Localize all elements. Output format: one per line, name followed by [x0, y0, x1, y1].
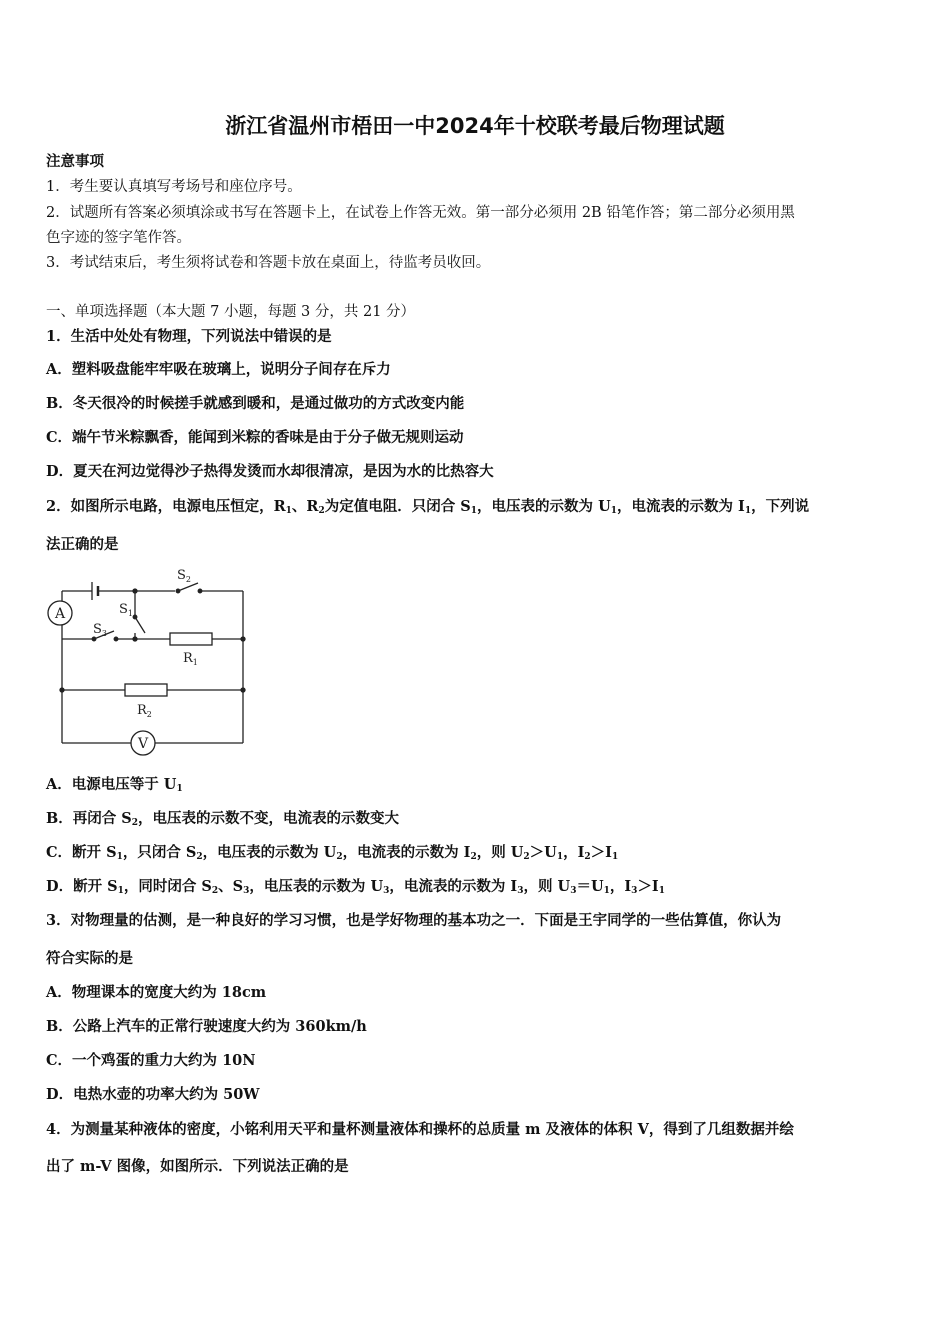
question-1-stem: 1．生活中处处有物理，下列说法中错误的是: [46, 328, 332, 345]
switch-s2-label: $S_2$: [177, 568, 191, 584]
page-title: 浙江省温州市梧田一中2024年十校联考最后物理试题: [225, 114, 725, 138]
switch-s1-blade: [135, 617, 145, 633]
question-4-stem: 4．为测量某种液体的密度，小铭利用天平和量杯测量液体和操杯的总质量 m 及液体的体积 V，得到了几组数据并绘: [46, 1121, 794, 1138]
question-2-option-b: B．再闭合 $S_2$，电压表的示数不变，电流表的示数变大: [46, 810, 400, 828]
notice-item: 色字迹的签字笔作答。: [46, 230, 191, 246]
question-3-stem: 3．对物理量的估测，是一种良好的学习习惯，也是学好物理的基本功之一．下面是王宇同学的一些估算值，你认为: [46, 912, 782, 929]
question-3-option-c: C．一个鸡蛋的重力大约为 10N: [46, 1052, 256, 1069]
junction: [241, 688, 245, 692]
switch-s3-label: $S_3$: [93, 622, 107, 638]
notice-item: 1．考生要认真填写考场号和座位序号。: [46, 179, 302, 195]
notice-item: 3．考试结束后，考生须将试卷和答题卡放在桌面上，待监考员收回。: [46, 255, 491, 271]
question-1-option-b: B．冬天很冷的时候搓手就感到暖和，是通过做功的方式改变内能: [46, 395, 465, 412]
question-2-stem-line2: 法正确的是: [46, 536, 119, 553]
question-3-option-a: A．物理课本的宽度大约为 18cm: [46, 984, 267, 1001]
notice-heading: 注意事项: [46, 153, 104, 170]
question-2-option-c: C．断开 $S_1$，只闭合 $S_2$，电压表的示数为 $U_2$，电流表的示数为 $I_2$，则 $U_2>U_1$，$I_2>I_1$: [46, 844, 619, 862]
question-2-option-d: D．断开 $S_1$，同时闭合 $S_2$、$S_3$，电压表的示数为 $U_3$，电流表的示数为 $I_3$，则 $U_3=U_1$，$I_3>I_1$: [46, 878, 665, 896]
section-heading: 一、单项选择题（本大题 7 小题，每题 3 分，共 21 分）: [46, 304, 416, 320]
question-3-option-b: B．公路上汽车的正常行驶速度大约为 360km/h: [46, 1018, 367, 1035]
question-4-stem-line2: 出了 m-V 图像，如图所示．下列说法正确的是: [46, 1158, 349, 1175]
resistor-r2: [125, 684, 167, 696]
resistor-r2-label: $R_2$: [137, 703, 152, 719]
question-1-option-a: A．塑料吸盘能牢牢吸在玻璃上，说明分子间存在斥力: [46, 361, 391, 378]
question-1-option-c: C．端午节米粽飘香，能闻到米粽的香味是由于分子做无规则运动: [46, 429, 464, 446]
question-3-option-d: D．电热水壶的功率大约为 50W: [46, 1086, 260, 1103]
notice-item: 2．试题所有答案必须填涂或书写在答题卡上，在试卷上作答无效。第一部分必须用 2B 铅笔作答；第二部分必须用黑: [46, 205, 795, 221]
question-1-option-d: D．夏天在河边觉得沙子热得发烫而水却很清凉，是因为水的比热容大: [46, 463, 494, 480]
switch-s1-label: $S_1$: [119, 602, 133, 618]
junction: [133, 637, 137, 641]
junction: [241, 637, 245, 641]
switch-s2-blade: [178, 583, 198, 591]
ammeter-label: A: [54, 606, 66, 622]
question-3-stem-line2: 符合实际的是: [46, 950, 133, 967]
voltmeter-label: V: [137, 736, 149, 752]
circuit-diagram: [40, 565, 255, 765]
question-2-option-a: A．电源电压等于 $U_1$: [46, 776, 183, 794]
question-2-stem: 2．如图所示电路，电源电压恒定，$R_1$、$R_2$为定值电阻．只闭合 $S_1$，电压表的示数为 $U_1$，电流表的示数为 $I_1$，下列说: [46, 498, 810, 516]
resistor-r1-label: $R_1$: [183, 651, 198, 667]
resistor-r1: [170, 633, 212, 645]
